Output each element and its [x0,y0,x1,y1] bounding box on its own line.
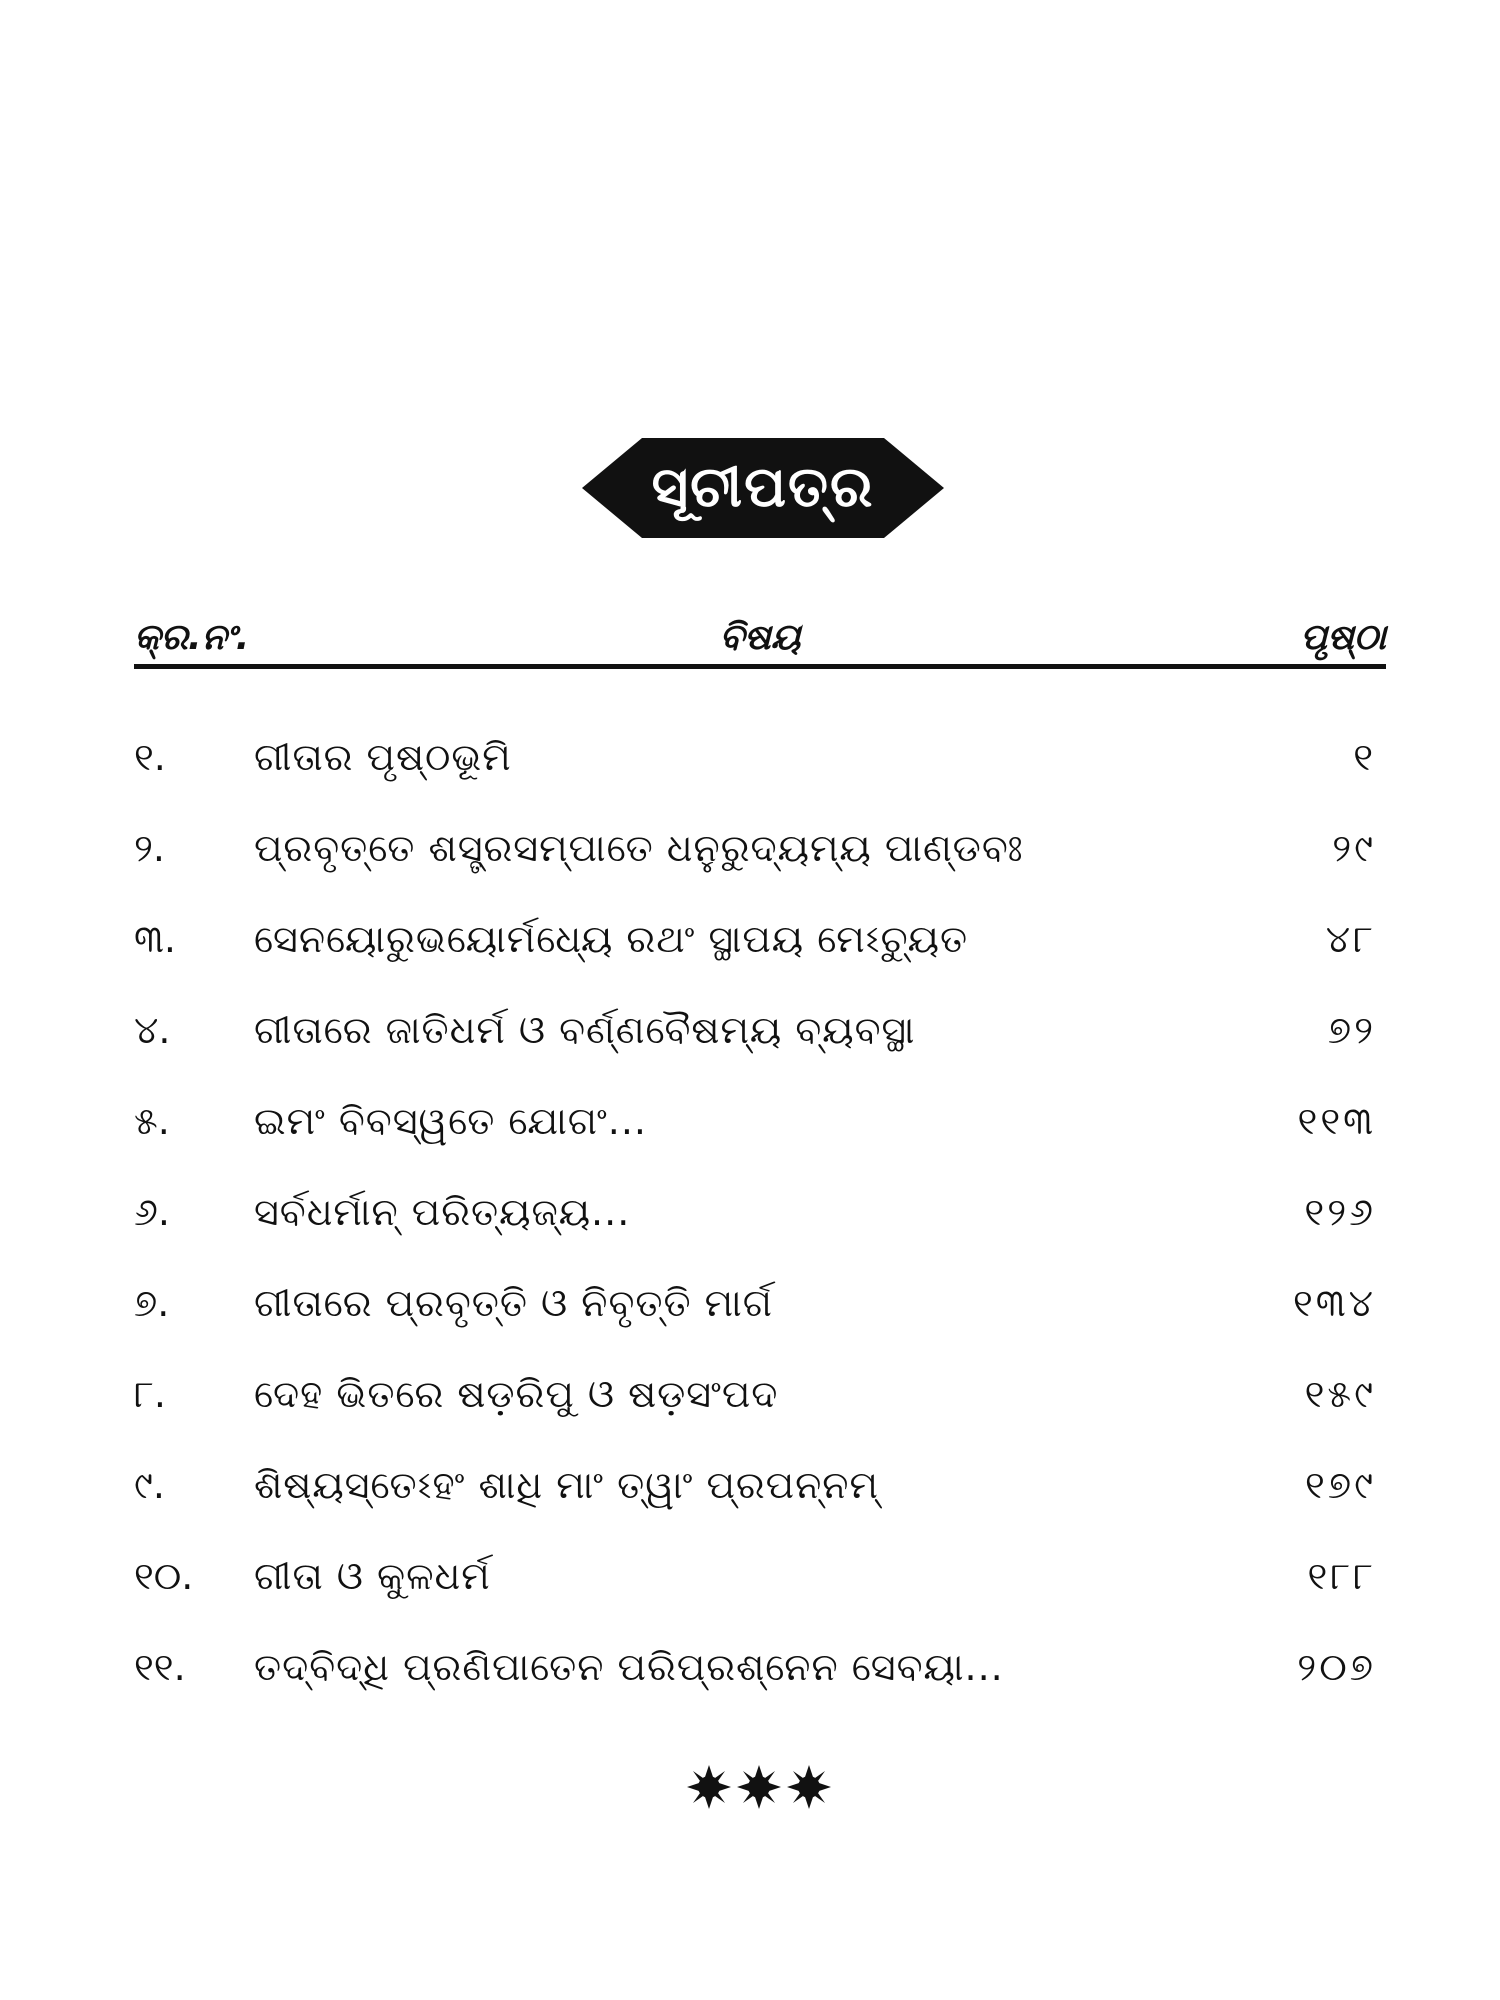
toc-row [134,1086,1386,1177]
header-divider [134,664,1386,669]
entry-title: ତଦ୍‌ବିଦ୍ଧି ପ୍ରଣିପାତେନ ପରିପ୍ରଶ୍ନେନ ସେବୟା... [254,1645,1004,1689]
toc-row [134,904,1386,995]
entry-number: ୨. [134,826,166,870]
entry-page: ୪୮ [1325,917,1376,961]
header-number: କ୍ର.ନଂ. [134,617,250,658]
entry-title: ସର୍ବଧର୍ମାନ୍ ପରିତ୍ୟଜ୍ୟ... [254,1190,631,1234]
header-page: ପୃଷ୍ଠା [1300,617,1386,658]
toc-row [134,722,1386,813]
entry-page: ୨୯ [1332,826,1376,870]
entry-title: ଗୀତା ଓ କୁଳଧର୍ମ [254,1554,491,1598]
entry-page: ୧୫୯ [1304,1372,1376,1416]
toc-row [134,995,1386,1086]
entry-title: ସେନୟୋରୁଭୟୋର୍ମଧ୍ୟେ ରଥଂ ସ୍ଥାପୟ ମେଽଚ୍ୟୁତ [254,917,969,961]
entry-title: ଗୀତାର ପୃଷ୍ଠଭୂମି [254,735,512,779]
entry-page: ୧୩୪ [1292,1281,1376,1325]
entry-number: ୫. [134,1099,170,1143]
entry-number: ୭. [134,1281,170,1325]
toc-row [134,1632,1386,1723]
entry-page: ୧୧୩ [1297,1099,1376,1143]
entry-number: ୮. [134,1372,166,1416]
entry-number: ୧୦. [134,1554,194,1598]
entry-number: ୯. [134,1463,165,1507]
entry-title: ଶିଷ୍ୟସ୍ତେଽହଂ ଶାଧି ମାଂ ତ୍ୱାଂ ପ୍ରପନ୍ନମ୍ [254,1463,879,1507]
toc-row [134,1177,1386,1268]
entry-page: ୧୨୬ [1304,1190,1376,1234]
toc-row [134,1450,1386,1541]
title-banner [582,438,944,538]
entry-number: ୧୧. [134,1645,186,1689]
entry-number: ୬. [134,1190,170,1234]
three-flower-ornament-icon [684,1762,834,1812]
entry-page: ୧ [1353,735,1376,779]
entry-page: ୨୦୭ [1297,1645,1376,1689]
toc-list [134,722,1386,1723]
page-title: ସୂଚୀପତ୍ର [651,455,875,520]
entry-title: ଦେହ ଭିତରେ ଷଡ଼ରିପୁ ଓ ଷଡ଼ସଂପଦ [254,1372,779,1416]
table-header [134,610,1386,666]
toc-row [134,813,1386,904]
toc-row [134,1268,1386,1359]
entry-title: ଗୀତାରେ ଜାତିଧର୍ମ ଓ ବର୍ଣ୍ଣବୈଷମ୍ୟ ବ୍ୟବସ୍ଥା [254,1008,916,1052]
entry-title: ଇମଂ ବିବସ୍ୱତେ ଯୋଗଂ... [254,1099,647,1143]
header-subject: ବିଷୟ [719,617,801,658]
entry-page: ୧୮୮ [1307,1554,1376,1598]
entry-number: ୪. [134,1008,171,1052]
entry-page: ୭୨ [1327,1008,1376,1052]
entry-title: ପ୍ରବୃତ୍ତେ ଶସ୍ତ୍ରସମ୍ପାତେ ଧନୁରୁଦ୍ୟମ୍ୟ ପାଣ୍ଡବଃ [254,826,1024,870]
entry-page: ୧୭୯ [1305,1463,1376,1507]
toc-row [134,1541,1386,1632]
toc-row [134,1359,1386,1450]
entry-number: ୧. [134,735,166,779]
entry-title: ଗୀତାରେ ପ୍ରବୃତ୍ତି ଓ ନିବୃତ୍ତି ମାର୍ଗ [254,1281,773,1325]
entry-number: ୩. [134,917,176,961]
